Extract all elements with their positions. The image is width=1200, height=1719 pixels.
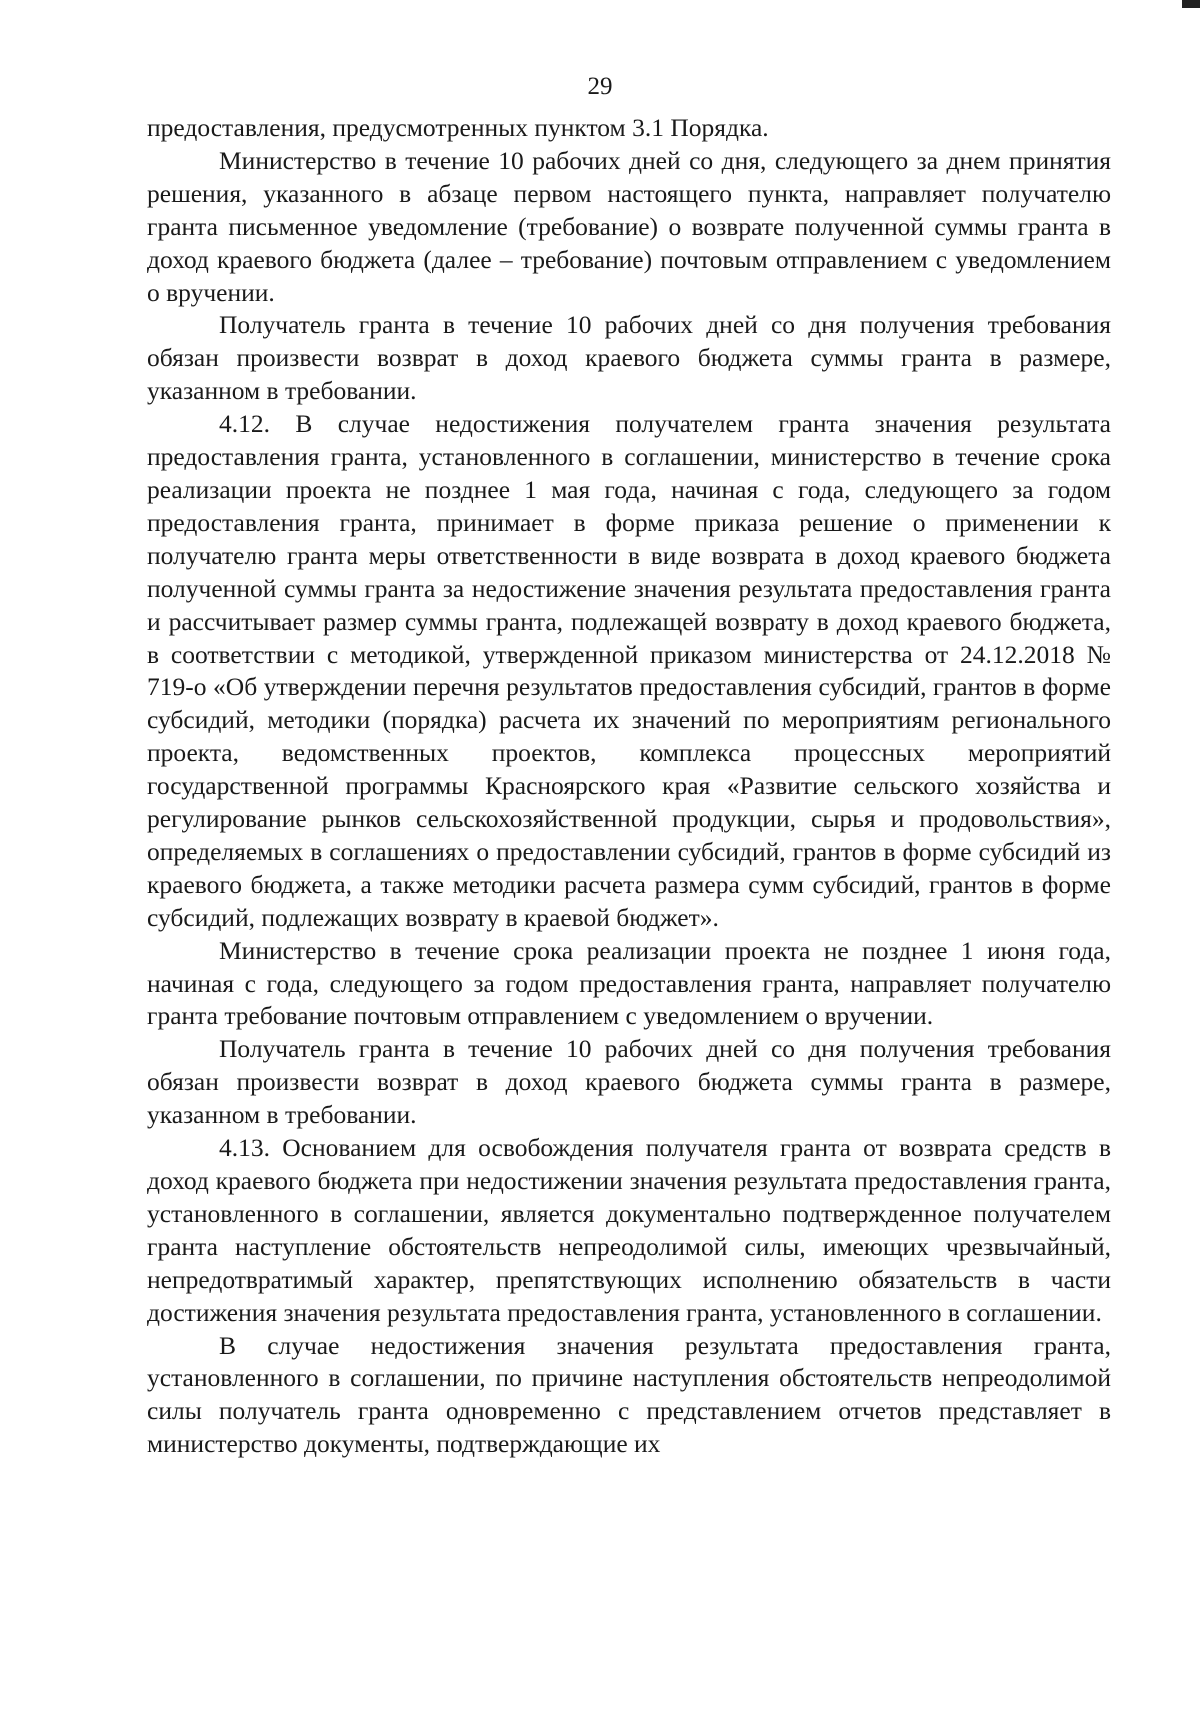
paragraph-ministry-notice: Министерство в течение 10 рабочих дней со дня, следующего за днем принятия решения, указанного в абзаце первом настоящего пункта, направляет получателю гранта письменное уведомление (требование) о возврате полученной суммы гранта в доход краевого бюджета (далее – требование) почтовым отправлением с уведомлением о вручении.: [147, 145, 1111, 307]
paragraph-force-majeure: В случае недостижения значения результата предоставления гранта, установленного в соглашении, по причине наступления обстоятельств непреодолимой силы получатель гранта одновременно с представлением отчетов представляет в министерство документы, подтверждающие их: [147, 1330, 1111, 1459]
paragraph-recipient-refund-2: Получатель гранта в течение 10 рабочих дней со дня получения требования обязан произвести возврат в доход краевого бюджета суммы гранта в размере, указанном в требовании.: [147, 1034, 1111, 1130]
paragraph-recipient-refund: Получатель гранта в течение 10 рабочих дней со дня получения требования обязан произвести возврат в доход краевого бюджета суммы гранта в размере, указанном в требовании.: [147, 310, 1111, 406]
scan-corner-mark: [1182, 0, 1200, 8]
paragraph-ministry-requirement: Министерство в течение срока реализации проекта не позднее 1 июня года, начиная с года, следующего за годом предоставления гранта, направляет получателю гранта требование почтовым отправлением с уведомлением о вручении.: [147, 935, 1111, 1031]
document-body: [147, 112, 1111, 1461]
paragraph-clause-4-12: 4.12. В случае недостижения получателем гранта значения результата предоставления гранта, установленного в соглашении, министерство в течение срока реализации проекта не позднее 1 мая года, начиная с года, следующего за годом предоставления гранта, принимает в форме приказа решение о применении к получателю гранта меры ответственности в виде возврата в доход краевого бюджета полученной суммы гранта за недостижение значения результата предоставления гранта и рассчитывает размер суммы гранта, подлежащей возврату в доход краевого бюджета, в соответствии с методикой, утвержденной приказом министерства от 24.12.2018 № 719-о «Об утверждении перечня результатов предоставления субсидий, грантов в форме субсидий, методики (порядка) расчета их значений по мероприятиям регионального проекта, ведомственных проектов, комплекса процессных мероприятий государственной программы Красноярского края «Развитие сельского хозяйства и регулирование рынков сельскохозяйственной продукции, сырья и продовольствия», определяемых в соглашениях о предоставлении субсидий, грантов в форме субсидий из краевого бюджета, а также методики расчета размера сумм субсидий, грантов в форме субсидий, подлежащих возврату в краевой бюджет».: [147, 409, 1111, 932]
page-number: 29: [587, 73, 613, 100]
paragraph-continuation: предоставления, предусмотренных пунктом 3.1 Порядка.: [147, 113, 769, 142]
paragraph-clause-4-13: 4.13. Основанием для освобождения получателя гранта от возврата средств в доход краевого бюджета при недостижении значения результата предоставления гранта, установленного в соглашении, является документально подтвержденное получателем гранта наступление обстоятельств непреодолимой силы, имеющих чрезвычайный, непредотвратимый характер, препятствующих исполнению обязательств в части достижения значения результата предоставления гранта, установленного в соглашении.: [147, 1133, 1111, 1327]
